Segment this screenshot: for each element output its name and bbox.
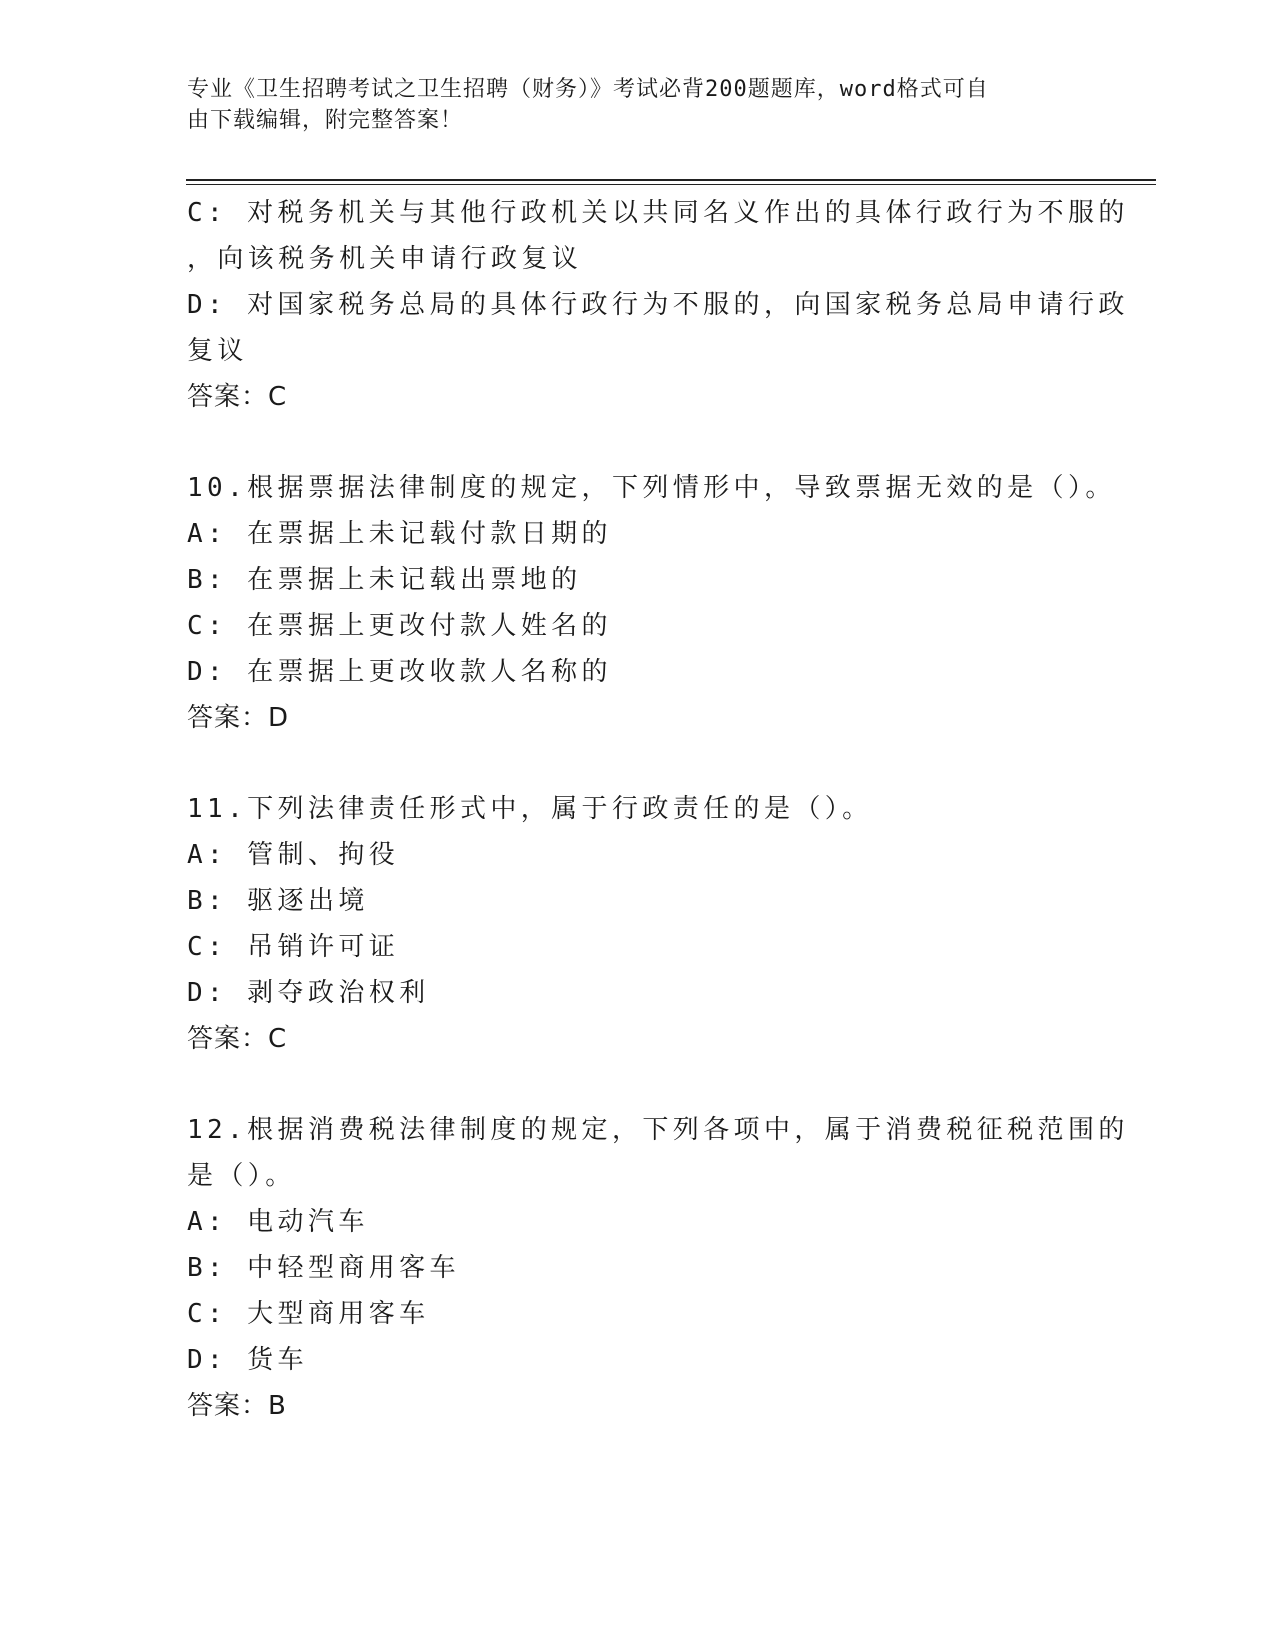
option-b: B: 驱逐出境 xyxy=(187,886,369,916)
option-c-continued: ，向该税务机关申请行政复议 xyxy=(187,244,583,274)
option-d: D: 在票据上更改收款人名称的 xyxy=(187,657,612,687)
option-c: C: 吊销许可证 xyxy=(187,932,400,962)
spacer xyxy=(187,420,1087,465)
header-line-2: 由下载编辑，附完整答案！ xyxy=(187,108,464,133)
question-stem: 11.下列法律责任形式中，属于行政责任的是（）。 xyxy=(187,794,873,824)
question-10 xyxy=(187,465,1116,741)
option-d-continued: 复议 xyxy=(187,336,248,366)
option-a: A: 电动汽车 xyxy=(187,1207,369,1237)
option-a: A: 在票据上未记载付款日期的 xyxy=(187,519,612,549)
document-header xyxy=(187,74,1067,136)
spacer xyxy=(187,1062,1087,1107)
question-content xyxy=(187,190,1129,1429)
option-c: C: 大型商用客车 xyxy=(187,1299,430,1329)
answer-line: 答案：B xyxy=(187,1391,287,1421)
header-line-1: 专业《卫生招聘考试之卫生招聘（财务）》考试必背200题题库，word格式可自 xyxy=(187,77,989,102)
option-a: A: 管制、拘役 xyxy=(187,840,400,870)
option-c: C: 对税务机关与其他行政机关以共同名义作出的具体行政行为不服的 xyxy=(187,198,1129,228)
option-d: D: 剥夺政治权利 xyxy=(187,978,430,1008)
answer-line: 答案：C xyxy=(187,382,288,412)
question-stem-continued: 是（）。 xyxy=(187,1161,296,1191)
option-d: D: 货车 xyxy=(187,1345,308,1375)
answer-line: 答案：C xyxy=(187,1024,288,1054)
question-9-continued xyxy=(187,190,1129,420)
header-divider-thin xyxy=(186,184,1156,185)
question-stem: 10.根据票据法律制度的规定，下列情形中，导致票据无效的是（）。 xyxy=(187,473,1116,503)
answer-line: 答案：D xyxy=(187,703,290,733)
spacer xyxy=(187,741,1087,786)
question-12 xyxy=(187,1107,1129,1429)
question-11 xyxy=(187,786,1087,1062)
header-divider-thick xyxy=(186,179,1156,181)
option-c: C: 在票据上更改付款人姓名的 xyxy=(187,611,612,641)
option-b: B: 中轻型商用客车 xyxy=(187,1253,460,1283)
question-stem: 12.根据消费税法律制度的规定，下列各项中，属于消费税征税范围的 xyxy=(187,1115,1129,1145)
option-b: B: 在票据上未记载出票地的 xyxy=(187,565,582,595)
option-d: D: 对国家税务总局的具体行政行为不服的，向国家税务总局申请行政 xyxy=(187,290,1129,320)
